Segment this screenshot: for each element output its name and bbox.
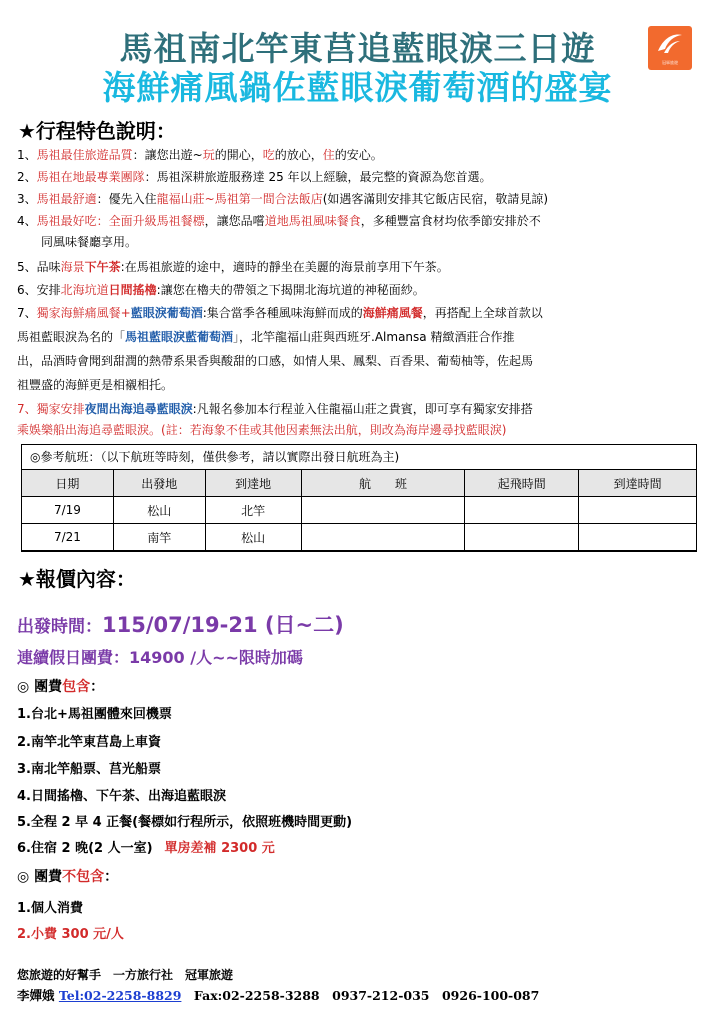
included-heading-colon: ：: [90, 679, 105, 695]
table-cell: [465, 497, 579, 524]
feature-number: 7、: [17, 402, 37, 416]
table-cell: [465, 524, 579, 551]
contact-numbers: Fax:02-2258-3288 0937-212-035 0926-100-087: [181, 988, 540, 1003]
list-item: [17, 839, 275, 859]
excluded-heading-highlight: 不包含: [62, 869, 105, 885]
feature-text: ，再搭配上全球首款以: [422, 306, 543, 320]
feature-text: ，讓您品嚐: [204, 214, 265, 228]
included-heading-text: ◎ 團費: [17, 679, 63, 695]
feature-highlight: 吃: [262, 148, 275, 162]
feature-text: ：讓您出遊~: [132, 148, 203, 162]
quote-heading: ★報價內容：: [18, 567, 136, 591]
feature-8: [17, 399, 697, 420]
feature-text: (如遇客滿則安排其它飯店民宿，敬請見諒): [322, 192, 549, 206]
feature-highlight: 玩: [202, 148, 215, 162]
table-cell: [301, 524, 465, 551]
feature-text: 的開心，: [214, 148, 263, 162]
flight-table-header: [22, 470, 697, 497]
feature-text: :讓您在櫓夫的帶領之下揭開北海坑道的神秘面紗。: [156, 283, 425, 297]
feature-7: [17, 303, 697, 324]
features-heading: ★行程特色說明：: [18, 119, 176, 143]
single-room-surcharge: 單房差補 2300 元: [164, 841, 275, 856]
feature-text: 馬祖藍眼淚為名的「: [17, 330, 126, 344]
departure-value: 115/07/19-21 (日~二): [102, 613, 344, 637]
tel-link[interactable]: Tel:02-2258-8829: [58, 988, 182, 1003]
swoosh-logo-icon: [656, 31, 684, 57]
feature-7-line-4: 祖豐盛的海鮮更是相襯相托。: [17, 378, 174, 392]
feature-number: 6、安排: [17, 283, 61, 297]
feature-4: [17, 211, 697, 232]
feature-number: 1、: [17, 148, 37, 162]
feature-highlight: 馬祖最好吃: [36, 214, 97, 228]
column-header: 出發地: [113, 470, 205, 497]
table-cell: 南竿: [113, 524, 205, 551]
feature-7-line-3: 出，品酒時會聞到甜潤的熱帶系果香與酸甜的口感，如情人果、鳳梨、百香果、葡萄柚等，佐起馬: [17, 354, 534, 368]
feature-text: 的放心，: [274, 148, 323, 162]
table-cell: [579, 524, 697, 551]
feature-highlight: 獨家安排: [36, 402, 85, 416]
feature-highlight: 馬祖在地最專業團隊: [36, 170, 145, 184]
feature-number: 4、: [17, 214, 37, 228]
table-cell: [301, 497, 465, 524]
feature-text: ：馬祖深耕旅遊服務達 25 年以上經驗，最完整的資源為您首選。: [144, 170, 492, 184]
footer-contact: [17, 986, 539, 1006]
list-item: 3.南北竿船票、莒光船票: [17, 762, 161, 777]
feature-text: :集合當季各種風味海鮮而成的: [202, 306, 363, 320]
feature-text: 的安心。: [334, 148, 383, 162]
feature-text: :凡報名參加本行程並入住龍福山莊之貴賓，即可享有獨家安排搭: [192, 402, 533, 416]
list-item: 1.個人消費: [17, 901, 83, 916]
feature-highlight-bold: 下午茶: [84, 260, 121, 274]
feature-8-line-2: [17, 420, 697, 441]
feature-number: 7、: [17, 306, 37, 320]
feature-highlight: 馬祖最舒適: [36, 192, 97, 206]
feature-highlight-bold: 海鮮痛風餐: [362, 306, 423, 320]
feature-plus: +: [120, 306, 131, 320]
feature-text: ，多種豐富食材均依季節安排於不: [360, 214, 541, 228]
column-header: 航 班: [301, 470, 465, 497]
column-header: 日期: [22, 470, 114, 497]
list-item: 1.台北+馬祖團體來回機票: [17, 707, 172, 722]
feature-highlight: 道地馬祖風味餐食: [264, 214, 361, 228]
table-row: [22, 524, 697, 551]
contact-name: 李嬋娥: [17, 988, 55, 1003]
feature-highlight: 海景: [60, 260, 85, 274]
list-item: 2.南竿北竿東莒島上車資: [17, 735, 161, 750]
flight-reference-box: [21, 444, 697, 552]
included-heading: [17, 677, 104, 697]
included-heading-highlight: 包含: [62, 679, 91, 695]
feature-highlight-blue: 藍眼淚葡萄酒: [130, 306, 203, 320]
departure-line: [17, 610, 344, 642]
excluded-heading-colon: ：: [104, 869, 119, 885]
feature-highlight-blue: 馬祖藍眼淚藍葡萄酒: [125, 330, 234, 344]
table-row: [22, 497, 697, 524]
list-item: 2.小費 300 元/人: [17, 927, 124, 942]
logo-text: 冠軍旅遊: [662, 60, 678, 65]
feature-highlight-blue: 夜間出海追尋藍眼淚: [84, 402, 193, 416]
feature-text: 」，北竿龍福山莊與西班牙.Almansa 精緻酒莊合作推: [233, 330, 515, 344]
table-cell: 7/19: [22, 497, 114, 524]
feature-1: [17, 145, 697, 166]
feature-highlight: 乘娛樂船出海追尋藍眼淚。: [17, 423, 162, 437]
column-header: 到達地: [205, 470, 301, 497]
price-line: 連續假日團費：14900 /人~~限時加碼: [17, 648, 303, 667]
column-header: 起飛時間: [465, 470, 579, 497]
departure-label: 出發時間：: [17, 617, 102, 637]
feature-4-continuation: 同風味餐廳享用。: [41, 235, 138, 249]
feature-highlight-bold: 日間搖櫓: [108, 283, 157, 297]
list-item: 4.日間搖櫓、下午茶、出海追藍眼淚: [17, 789, 226, 804]
table-cell: 松山: [205, 524, 301, 551]
title-line-2: 海鮮痛風鍋佐藍眼淚葡萄酒的盛宴: [102, 68, 613, 107]
feature-highlight: 獨家海鮮痛風餐: [36, 306, 121, 320]
feature-3: [17, 189, 697, 210]
list-item: 5.全程 2 早 4 正餐(餐標如行程所示，依照班機時間更動): [17, 815, 353, 830]
feature-note: (註：若海象不佳或其他因素無法出航，則改為海岸邊尋找藍眼淚): [161, 423, 507, 437]
table-cell: [579, 497, 697, 524]
excluded-heading: [17, 867, 118, 887]
feature-highlight: 龍福山莊~馬祖第一間合法飯店: [156, 192, 323, 206]
feature-highlight: 馬祖最佳旅遊品質: [36, 148, 133, 162]
company-logo: [648, 26, 692, 70]
title-line-1: 馬祖南北竿東莒追藍眼淚三日遊: [119, 29, 596, 68]
feature-text: :在馬祖旅遊的途中，適時的靜坐在美麗的海景前享用下午茶。: [120, 260, 449, 274]
table-cell: 7/21: [22, 524, 114, 551]
table-cell: 北竿: [205, 497, 301, 524]
feature-number: 2、: [17, 170, 37, 184]
flight-note: ◎參考航班：（以下航班等時刻，僅供參考，請以實際出發日航班為主): [30, 450, 400, 464]
list-item-text: 6.住宿 2 晚(2 人一室): [17, 841, 153, 856]
feature-2: [17, 167, 697, 188]
feature-number: 3、: [17, 192, 37, 206]
feature-highlight: 住: [322, 148, 335, 162]
feature-text: ：優先入住: [96, 192, 157, 206]
column-header: 到達時間: [579, 470, 697, 497]
flight-table: [21, 469, 697, 551]
table-cell: 松山: [113, 497, 205, 524]
excluded-heading-text: ◎ 團費: [17, 869, 63, 885]
feature-highlight: 北海坑道: [60, 283, 109, 297]
feature-highlight: ：全面升級馬祖餐標: [96, 214, 205, 228]
feature-6: [17, 280, 697, 301]
feature-7-line-2: [17, 327, 697, 348]
feature-number: 5、品味: [17, 260, 61, 274]
feature-5: [17, 257, 697, 278]
footer-tagline: 您旅遊的好幫手 一方旅行社 冠軍旅遊: [17, 968, 234, 982]
